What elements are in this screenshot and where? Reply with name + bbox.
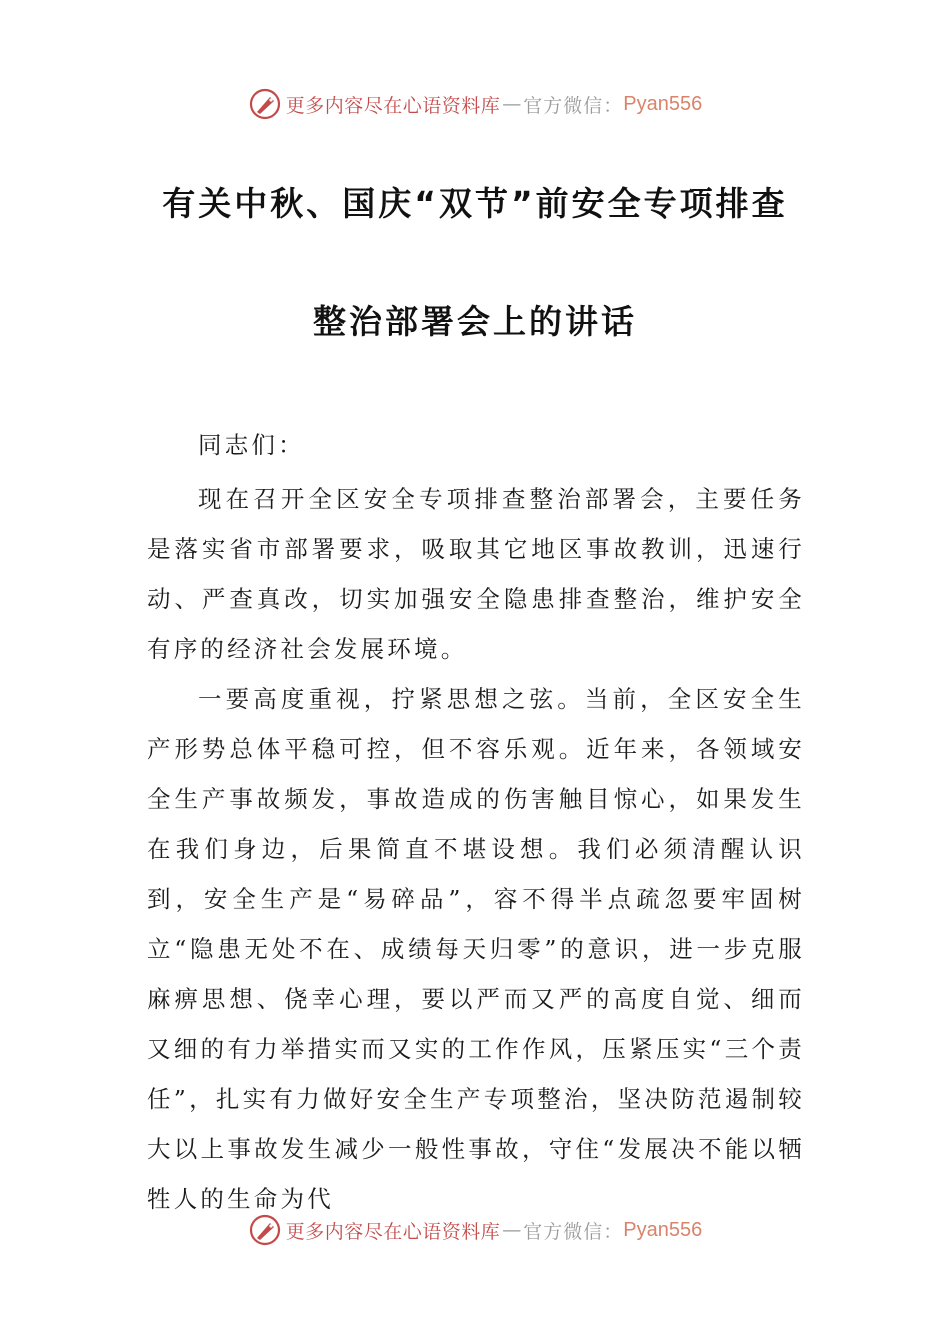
watermark-banner-bottom	[0, 1208, 950, 1252]
watermark-brand: 更多内容尽在心语资料库	[285, 94, 501, 117]
document-title-line1: 有关中秋、国庆“双节”前安全专项排查	[162, 184, 788, 223]
paragraph-2	[147, 674, 805, 1224]
watermark-dash: —	[502, 93, 522, 115]
paragraph-1	[147, 474, 805, 674]
pen-nib-icon	[248, 87, 282, 121]
watermark-banner-top	[0, 82, 950, 126]
watermark-brand: 更多内容尽在心语资料库	[285, 1220, 501, 1243]
watermark-wechat-id: Pyan556	[623, 1218, 703, 1241]
paragraph-text: 一要高度重视，拧紧思想之弦。当前，全区安全生产形势总体平稳可控，但不容乐观。近年来，各领域安全生产事故频发，事故造成的伤害触目惊心，如果发生在我们身边，后果简直不堪设想。我们必须清醒认识到，安全生产是“易碎品”，容不得半点疏忽要牢固树立“隐患无处不在、成绩每天归零”的意识，进一步克服麻痹思想、侥幸心理，要以严而又严的高度自觉、细而又细的有力举措实而又实的工作作风，压紧压实“三个责任”，扎实有力做好安全生产专项整治，坚决防范遏制较大以上事故发生减少一般性事故，守住“发展决不能以牺牲人的生命为代	[147, 685, 805, 1213]
watermark-dash: —	[502, 1219, 522, 1241]
document-title-line2: 整治部署会上的讲话	[313, 302, 637, 341]
watermark-wechat-id: Pyan556	[623, 92, 703, 115]
greeting: 同志们：	[198, 431, 305, 459]
watermark-wechat-label: 官方微信：	[523, 94, 624, 117]
watermark-wechat-label: 官方微信：	[523, 1220, 624, 1243]
pen-nib-icon	[248, 1213, 282, 1247]
paragraph-text: 现在召开全区安全专项排查整治部署会，主要任务是落实省市部署要求，吸取其它地区事故教训，迅速行动、严查真改，切实加强安全隐患排查整治，维护安全有序的经济社会发展环境。	[147, 485, 805, 663]
